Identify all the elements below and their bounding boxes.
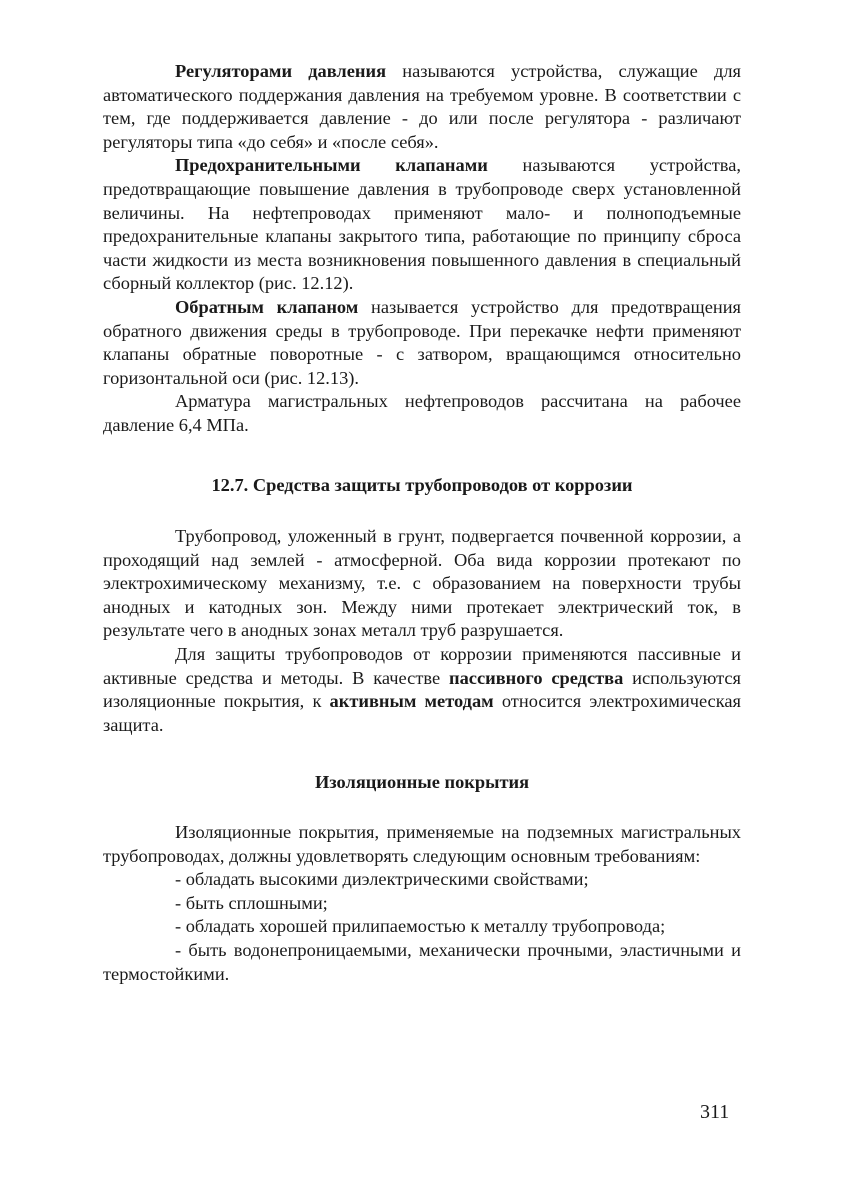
paragraph-text: используются изоляционные покрытия, к [103, 667, 741, 712]
paragraph-text: называется устройство для предотвращения обратного движения среды в трубопроводе. При перекачке нефти применяют клапаны обратные поворотные - с затвором, вращающимся относительно горизонтальной оси (рис. 12.13). [103, 296, 741, 388]
paragraph-text: Для защиты трубопроводов от коррозии применяются пассивные и активные средства и методы. В качестве [103, 644, 741, 688]
term-safety-valves: Предохранительными клапанами [175, 155, 488, 176]
paragraph-text: относится электрохимическая защита. [103, 691, 742, 735]
section-heading: 12.7. Средства защиты трубопроводов от коррозии [211, 474, 633, 495]
paragraph-safety-valves [103, 154, 741, 296]
page-body [103, 60, 741, 986]
paragraph-check-valve [103, 296, 741, 390]
paragraph-coatings-intro: Изоляционные покрытия, применяемые на подземных магистральных трубопроводах, должны удовлетворять следующим основным требованиям: [103, 822, 741, 866]
requirement-item: - быть сплошными; [175, 892, 328, 913]
requirement-item: - обладать хорошей прилипаемостью к металлу трубопровода; [175, 916, 666, 937]
paragraph-text: называются устройства, предотвращающие повышение давления в трубопроводе сверх установленной величины. На нефтепроводах применяют мало- и полноподъемные предохранительные клапаны закрытого типа, работающие по принципу сброса части жидкости из места возникновения повышенного давления в специальный сборный коллектор (рис. 12.12). [103, 155, 741, 294]
subheading: Изоляционные покрытия [314, 772, 530, 793]
paragraph-pressure-regulators [103, 60, 741, 154]
term-passive-means: пассивного средства [448, 667, 624, 688]
paragraph-protection-methods [103, 643, 741, 737]
paragraph-text: Арматура магистральных нефтепроводов рассчитана на рабочее давление 6,4 МПа. [103, 391, 741, 435]
term-active-methods: активным методам [329, 691, 494, 712]
requirement-item: - обладать высокими диэлектрическими свойствами; [175, 869, 589, 890]
term-pressure-regulators: Регуляторами давления [175, 61, 387, 81]
paragraph-text: называются устройства, служащие для автоматического поддержания давления на требуемом уровне. В соответствии с тем, где поддерживается давление - до или после регулятора - различают регуляторы типа «до себя» и «после себя». [103, 61, 741, 152]
paragraph-corrosion-types: Трубопровод, уложенный в грунт, подвергается почвенной коррозии, а проходящий над землей - атмосферной. Оба вида коррозии протекают по электрохимическому механизму, т.е. с образованием на поверхности трубы анодных и катодных зон. Между ними протекает электрический ток, в результате чего в анодных зонах металл труб разрушается. [103, 526, 741, 641]
term-check-valve: Обратным клапаном [175, 296, 359, 317]
requirement-item: - быть водонепроницаемыми, механически прочными, эластичными и термостойкими. [103, 940, 741, 984]
paragraph-fittings-pressure [103, 390, 741, 437]
page-number: 311 [700, 1101, 730, 1123]
